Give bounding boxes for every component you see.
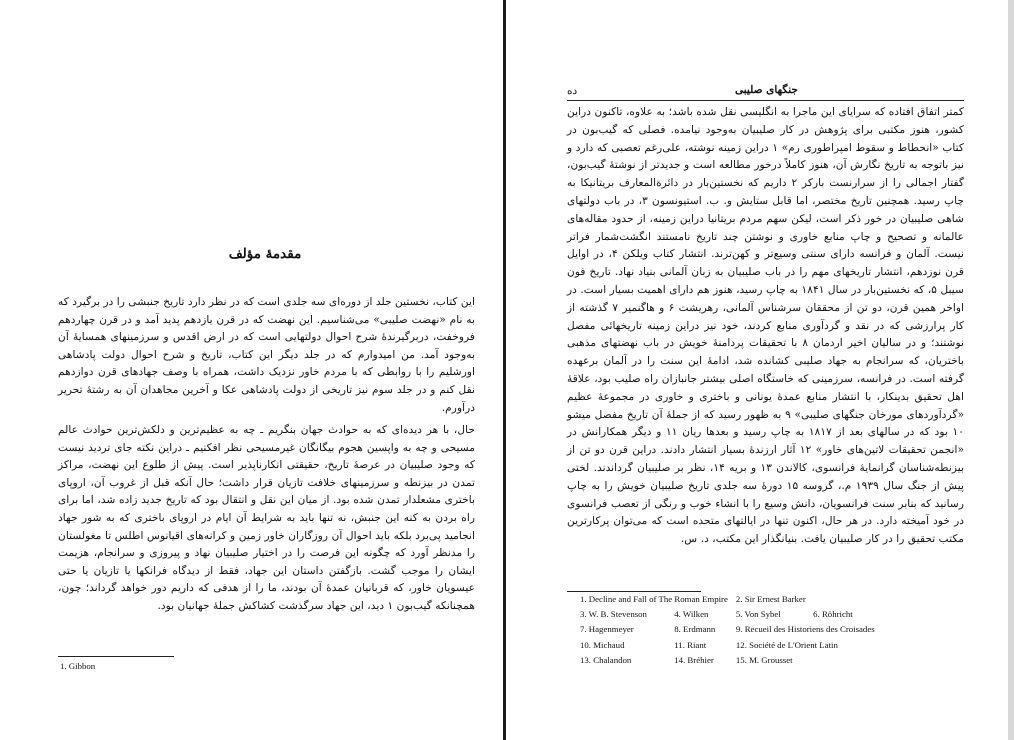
footnote-1: 1. Decline and Fall of The Roman Empire bbox=[580, 594, 728, 604]
body-paragraph: کمتر اتفاق افتاده که سرایای این ماجرا به انگلیسی نقل شده باشد؛ به علاوه، تاکنون دراین کشور، هنوز مکتبی برای پژوهش در کار صلیبیان به‌وجود نیامده. فصلی که گیب‌بون در کتاب «انحطاط و سقوط امپراطوری رم» ۱ دراین زمینه نوشته، علی‌رغم تعصبی که دارد و نیز باتوجه به تاریخ نگارش آن، هنوز کاملاً درخور مطالعه است و جدیدتر از نوشتهٔ گیب‌بون، گفتار اجمالی را از سرارنست بارکر ۲ داریم که نخستین‌بار در دائرةالمعارف بریتانیکا به چاپ رسید. همچنین تاریخ مختصر، اما قابل ستایش و. ب. استیونسون ۳، در باب دولتهای شاهی صلیبیان در خور ذکر است، لیکن سهم مردم بریتانیا دراین زمینه، از حدود مقاله‌های عالمانه و تصحیح و چاپ منابع خاوری و نوشتن چند تاریخ نامستند انگشت‌شمار فراتر نیست. آلمان و فرانسه دارای سنتی وسیع‌تر و کهن‌ترند. انتشار کتاب ویلکن ۴، در اوایل قرن نوزدهم، انتشار تاریخهای مهم را در باب صلیبیان به زبان آلمانی بنیاد نهاد. تاریخ فون سیبل ۵، که نخستین‌بار در سال ۱۸۴۱ به چاپ رسید، هنوز هم دارای اهمیت بسیار است. در اواخر همین قرن، دو تن از محققان سرشناس آلمانی، رهریشت ۶ و هاگنمیر ۷ گذشته از کار پرارزشی که در نقد و گردآوری منابع کردند، خود نیز دراین زمینه تاریخهائی مفصل نوشتند؛ و در سالیان اخیر اردمان ۸ با تحقیقات پردامنهٔ خویش در باب نهضتهای مذهبی باختریان، که سرانجام به جهاد صلیبی کشانده شد، ادامهٔ این سنت را در آلمان برعهده گرفته است. در فرانسه، سرزمینی که خاستگاه اصلی بیشتر جانبازان راه صلیب بود، علاقهٔ اهل تحقیق بدینکار، با انتشار منابع عمدهٔ یونانی و باختری و خاوری در مجموعهٔ عظیم «گردآوردهای مورخان جنگهای صلیبی» ۹ به ظهور رسید که از جملهٔ آن تاریخ مفصل میشو ۱۰ بود که در سالهای بعد از ۱۸۱۷ به چاپ رسید و بعدها ریان ۱۱ و دیگر همکارانش در «انجمن تحقیقات لاتین‌های خاور» ۱۲ آثار ارزندهٔ بسیار انتشار دادند. دراین قرن دو تن از بیزنطه‌شناسان گرانمایهٔ فرانسوی، کالاندن ۱۳ و بریه ۱۴، نظر بر صلیبیان گرداندند. لختی پیش از جنگ سال ۱۹۳۹ م.، گروسه ۱۵ دورهٔ سه جلدی تاریخ صلیبیان خویش را به چاپ رسانید که بنابر سنت فرانسویان، دانش وسیع را با انشاء خوب و رنگی از تعصب فرانسوی در خود آمیخته دارد. در هر حال، اکنون تنها در ایالتهای متحده است که می‌توان پرکارترین مکتب تحقیق را در کار صلیبیان یافت. بنیانگذار این مکتب، د. س. bbox=[567, 105, 965, 546]
footnote-5: 5. Von Sybel bbox=[735, 609, 781, 620]
running-header-title: جنگهای صلیبی bbox=[735, 84, 798, 96]
footnotes-table bbox=[580, 594, 883, 670]
footnote-12: 12. Société de L'Orient Latin bbox=[735, 639, 838, 650]
footnote-8: 8. Erdmann bbox=[674, 624, 716, 635]
footnote-4: 4. Wilken bbox=[674, 609, 709, 620]
footnote-7: 7. Hagenmeyer bbox=[580, 624, 634, 635]
footnote-11: 11. Riant bbox=[674, 639, 707, 650]
footnote: 1. Gibbon bbox=[60, 661, 96, 671]
footnote-9: 9. Recueil des Historiens des Croisades bbox=[735, 624, 875, 635]
page-number: ده bbox=[567, 85, 578, 97]
chapter-title: مقدمهٔ مؤلف bbox=[228, 246, 302, 262]
footnote-14: 14. Bréhier bbox=[674, 654, 714, 665]
footnote-3: 3. W. B. Stevenson bbox=[580, 609, 647, 620]
footnote-15: 15. M. Grousset bbox=[735, 654, 793, 665]
footnote-10: 10. Michaud bbox=[580, 639, 625, 650]
footnote-13: 13. Chalandon bbox=[580, 654, 632, 665]
footnote-rule bbox=[58, 656, 174, 657]
footnote-rule bbox=[567, 591, 701, 592]
footnote-6: 6. Röhricht bbox=[813, 609, 853, 620]
intro-paragraph-1: این کتاب، نخستین جلد از دوره‌ای سه جلدی است که در نظر دارد تاریخ جنبشی را در برگیرد که به نام «نهضت صلیبی» می‌شناسیم. این نهضت که در قرن یازدهم پدید آمد و در قرن چهاردهم فروخفت، دربرگیرندهٔ شرح احوال دولتهایی است که در ارض اقدس و سرزمینهای همسایهٔ آن به‌وجود آمد. من امیدوارم که در جلد دیگر این کتاب، تاریخ و شرح احوال دولت پادشاهی اورشلیم را با روابطی که با مردم خاور نزدیک داشت، همراه با وصف جهادهای قرن دوازدهم نقل کنم و در جلد سوم نیز تاریخی از دولت پادشاهی عکا و آخرین مجاهدان آن به رشتهٔ تحریر درآورم. bbox=[58, 295, 475, 414]
intro-paragraph-2: حال، با هر دیده‌ای که به حوادث جهان بنگریم ـ چه به عظیم‌ترین و دلکش‌ترین حوادث عالم مسیحی و چه به واپسین هجوم بیگانگان غیرمسیحی نظر افکنیم ـ دراین نکته جای تردید نیست که وجود صلیبیان در عرصهٔ تاریخ، حقیقتی انکارناپذیر است. پیش از طلوع این نهضت، مراکز تمدن در بیزنطه و سرزمینهای خلافت تازیان قرار داشت؛ حال آنکه قبل از غروب آن، اروپای باختری مشعلدار تمدن شده بود. از میان این نقل و انتقال بود که تاریخ جدید زاده شد، اما برای راه بردن به کنه این جنبش، نه تنها باید به شرایط آن ایام در اروپای باختری که به شور جهاد انجامید پی‌برد بلکه باید احوال آن روزگاران خاور زمین و کرانه‌های اقیانوس اطلس تا مغولستان را مدنظر آورد که چگونه این فرصت را در اختیار صلیبیان نهاد و پیروزی و سرانجام، هزیمت ایشان را موجب گشت. بازگفتن داستان این جهاد، فقط از دیدگاه فرانکها یا تازیان یا حتی عیسویان خاور، که قربانیان عمدهٔ آن بودند، ما را از هدفی که داریم دور خواهد گرداند؛ چون، همچنانکه گیب‌بون ۱ دید، این جهاد سرگذشت کشاکش جملهٔ جهانیان بود. bbox=[58, 423, 475, 612]
book-spine bbox=[503, 0, 506, 740]
footnote-2: 2. Sir Ernest Barker bbox=[735, 594, 806, 604]
page-edge bbox=[1008, 0, 1014, 740]
left-page bbox=[0, 0, 505, 740]
running-header bbox=[567, 84, 964, 101]
